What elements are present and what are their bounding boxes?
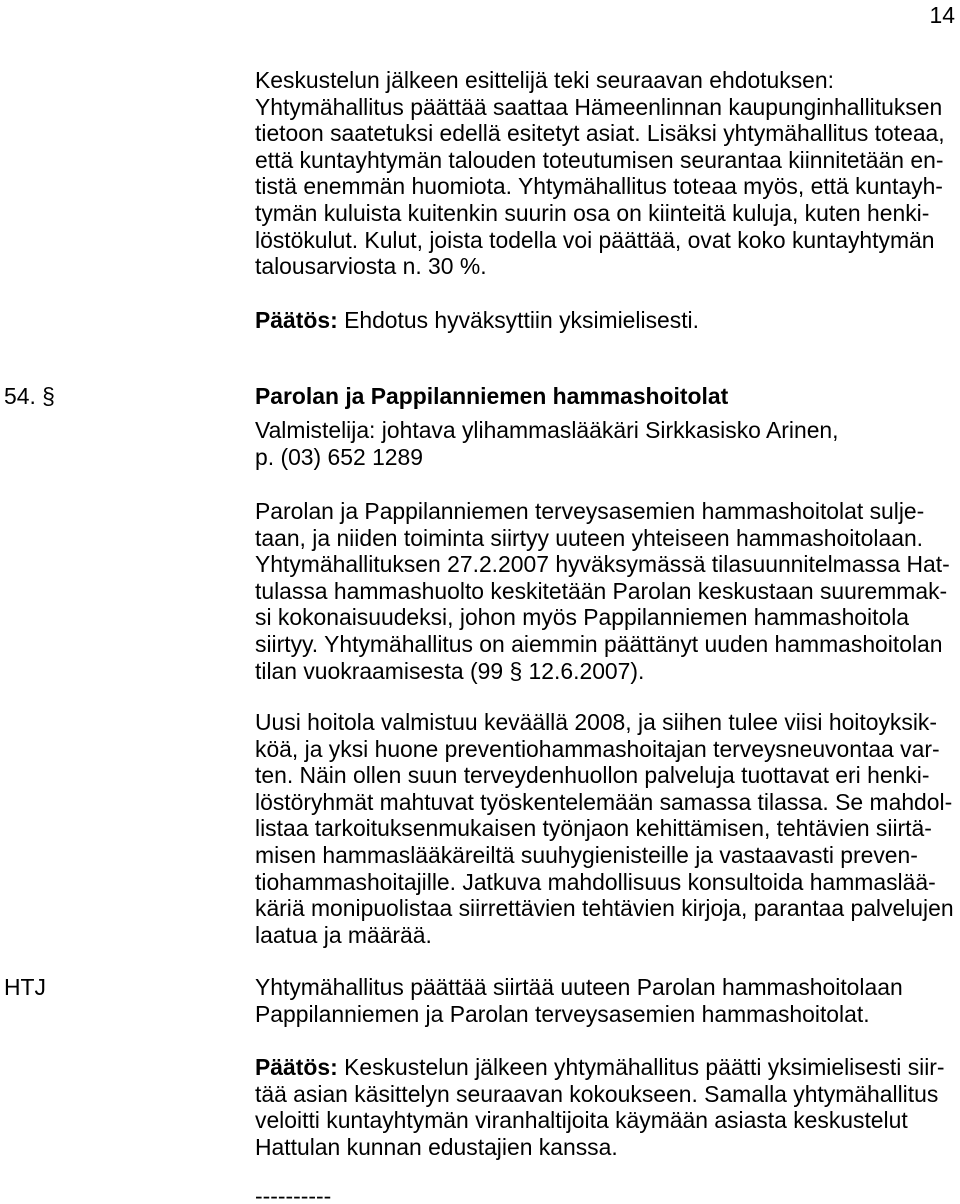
- paragraph-line: talousarviosta n. 30 %.: [255, 253, 487, 280]
- paragraph-line: tiohammashoitajille. Jatkuva mahdollisuus konsultoida hammaslää-: [255, 868, 936, 895]
- preparer-phone: p. (03) 652 1289: [255, 443, 423, 470]
- decision-label: Päätös:: [255, 307, 338, 333]
- paragraph-line: listaa tarkoituksenmukaisen työnjaon kehittämisen, tehtävien siirtä-: [255, 815, 932, 842]
- paragraph-line: että kuntayhtymän talouden toteutumisen seurantaa kiinnitetään en-: [255, 146, 944, 173]
- proposal-paragraph: [255, 974, 903, 1027]
- paragraph-line: tilan vuokraamisesta (99 § 12.6.2007).: [255, 657, 645, 684]
- paragraph-line: Pappilanniemen ja Parolan terveysasemien hammashoitolat.: [255, 1000, 870, 1027]
- decision-line: Hattulan kunnan edustajien kanssa.: [255, 1133, 618, 1160]
- page-number: 14: [929, 2, 955, 28]
- paragraph-line: käriä monipuolistaa siirrettävien tehtävien kirjoja, parantaa palvelujen: [255, 895, 954, 922]
- paragraph-line: ten. Näin ollen suun terveydenhuollon palveluja tuottavat eri henki-: [255, 762, 930, 789]
- decision-line: [255, 1054, 945, 1081]
- decision-line: veloitti kuntayhtymän viranhaltijoita käymään asiasta keskustelut: [255, 1107, 908, 1134]
- intro-paragraph: [255, 67, 945, 280]
- background-paragraph: [255, 498, 950, 684]
- paragraph-line: si kokonaisuudeksi, johon myös Pappilanniemen hammashoitola: [255, 604, 910, 631]
- paragraph-line: laatua ja määrää.: [255, 921, 432, 948]
- section-title: [255, 383, 728, 410]
- paragraph-line: tymän kuluista kuitenkin suurin osa on kiinteitä kuluja, kuten henki-: [255, 199, 930, 226]
- end-rule: ----------: [255, 1183, 332, 1204]
- paragraph-line: löstöryhmät mahtuvat työskentelemään samassa tilassa. Se mahdol-: [255, 788, 953, 815]
- decision-text: Ehdotus hyväksyttiin yksimielisesti.: [344, 307, 700, 333]
- decision-line: tää asian käsittelyn seuraavan kokoukseen. Samalla yhtymähallitus: [255, 1080, 939, 1107]
- details-paragraph: [255, 709, 954, 948]
- section-title-text: Parolan ja Pappilanniemen hammashoitolat: [255, 383, 729, 409]
- paragraph-line: Keskustelun jälkeen esittelijä teki seuraavan ehdotuksen:: [255, 67, 834, 93]
- paragraph-line: löstökulut. Kulut, joista todella voi päättää, ovat koko kuntayhtymän: [255, 226, 935, 253]
- paragraph-line: tulassa hammashuolto keskitetään Parolan keskustaan suuremmak-: [255, 577, 948, 604]
- decision-2: [255, 1054, 945, 1160]
- paragraph-line: taan, ja niiden toiminta siirtyy uuteen yhteiseen hammashoitolaan.: [255, 524, 924, 551]
- presenter-label: HTJ: [4, 974, 46, 1000]
- paragraph-line: tistä enemmän huomiota. Yhtymähallitus toteaa myös, että kuntayh-: [255, 173, 943, 200]
- decision-text: Keskustelun jälkeen yhtymähallitus päätti yksimielisesti siir-: [344, 1054, 945, 1080]
- preparer-info: [255, 417, 839, 470]
- paragraph-line: Yhtymähallitus päättää saattaa Hämeenlinnan kaupunginhallituksen: [255, 93, 943, 120]
- paragraph-line: Uusi hoitola valmistuu keväällä 2008, ja siihen tulee viisi hoitoyksik-: [255, 709, 937, 735]
- paragraph-line: Yhtymähallituksen 27.2.2007 hyväksymässä tilasuunnitelmassa Hat-: [255, 551, 950, 578]
- section-number: 54. §: [4, 383, 55, 409]
- paragraph-line: köä, ja yksi huone preventiohammashoitajan terveysneuvontaa var-: [255, 735, 940, 762]
- decision-line: [255, 307, 699, 334]
- paragraph-line: siirtyy. Yhtymähallitus on aiemmin päättänyt uuden hammashoitolan: [255, 630, 943, 657]
- paragraph-line: misen hammaslääkäreiltä suuhygienisteille ja vastaavasti preven-: [255, 841, 918, 868]
- decision-label: Päätös:: [255, 1054, 338, 1080]
- paragraph-line: tietoon saatetuksi edellä esitetyt asiat. Lisäksi yhtymähallitus toteaa,: [255, 120, 945, 147]
- paragraph-line: Yhtymähallitus päättää siirtää uuteen Parolan hammashoitolaan: [255, 974, 903, 1000]
- preparer-line: Valmistelija: johtava ylihammaslääkäri Sirkkasisko Arinen,: [255, 417, 839, 443]
- decision-1: [255, 307, 699, 334]
- paragraph-line: Parolan ja Pappilanniemen terveysasemien hammashoitolat sulje-: [255, 498, 925, 524]
